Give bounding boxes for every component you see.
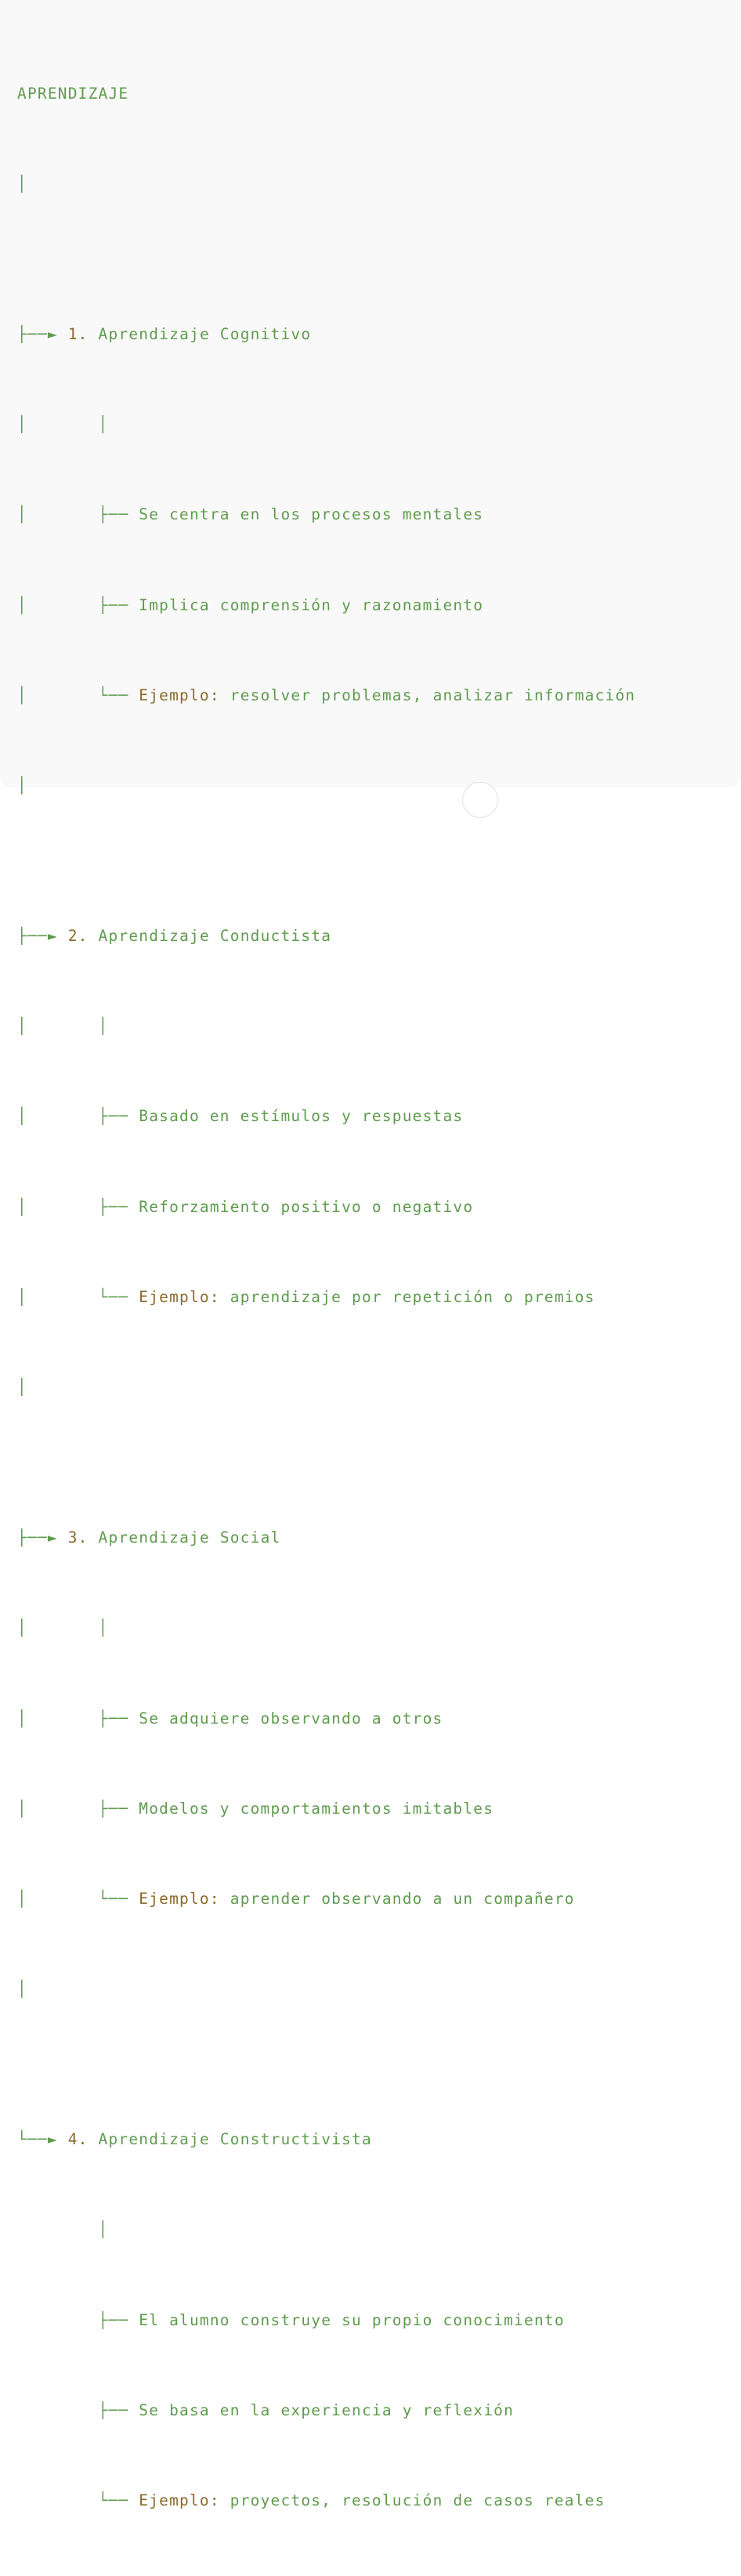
section-heading: ├──► 1. Aprendizaje Cognitivo [17, 325, 312, 344]
connector-line: │ │ [17, 1619, 109, 1637]
connector-line: │ │ [17, 1017, 109, 1036]
example-item: │ └── Ejemplo: resolver problemas, analizar información [17, 686, 636, 704]
section-title: Aprendizaje Cognitivo [98, 325, 312, 344]
item-text: Se adquiere observando a otros [139, 1709, 443, 1728]
connector-line: │ │ [17, 415, 109, 434]
item-text: Implica comprensión y razonamiento [139, 595, 484, 614]
section-heading: ├──► 3. Aprendizaje Social [17, 1529, 281, 1547]
connector-line: │ [17, 2220, 109, 2239]
connector-line: │ [17, 776, 27, 795]
tree-diagram [17, 19, 635, 2576]
item-text: Se basa en la experiencia y reflexión [139, 2401, 515, 2419]
root-title: APRENDIZAJE [17, 84, 129, 103]
list-item: │ ├── Modelos y comportamientos imitables [17, 1799, 494, 1818]
connector-line: │ [17, 1378, 27, 1397]
scroll-down-button[interactable] [462, 782, 498, 818]
example-text: aprendizaje por repetición o premios [230, 1287, 595, 1306]
example-text: proyectos, resolución de casos reales [230, 2491, 605, 2509]
item-text: Basado en estímulos y respuestas [139, 1107, 464, 1126]
item-text: Se centra en los procesos mentales [139, 505, 484, 524]
list-item: │ ├── Se adquiere observando a otros [17, 1709, 443, 1728]
section-number: 2. [67, 927, 89, 946]
list-item: │ ├── Implica comprensión y razonamiento [17, 595, 484, 614]
list-item: ├── El alumno construye su propio conocimiento [17, 2310, 565, 2329]
item-text: El alumno construye su propio conocimiento [139, 2310, 565, 2329]
list-item: │ ├── Basado en estímulos y respuestas [17, 1107, 464, 1126]
section-heading: ├──► 2. Aprendizaje Conductista [17, 927, 332, 946]
section-number: 4. [67, 2130, 89, 2149]
example-text: aprender observando a un compañero [230, 1889, 575, 1908]
connector-line: │ [17, 1980, 27, 1999]
example-label: Ejemplo: [139, 1287, 220, 1306]
list-item: ├── Se basa en la experiencia y reflexión [17, 2401, 515, 2419]
connector-line: │ [17, 175, 27, 194]
section-number: 3. [67, 1529, 89, 1547]
list-item: │ ├── Reforzamiento positivo o negativo [17, 1197, 474, 1216]
section-title: Aprendizaje Conductista [98, 927, 332, 946]
example-text: resolver problemas, analizar información [230, 686, 636, 704]
section-title: Aprendizaje Constructivista [98, 2130, 372, 2149]
section-title: Aprendizaje Social [98, 1529, 281, 1547]
section-heading: └──► 4. Aprendizaje Constructivista [17, 2130, 372, 2149]
example-item: └── Ejemplo: proyectos, resolución de casos reales [17, 2491, 605, 2509]
example-item: │ └── Ejemplo: aprendizaje por repetición o premios [17, 1287, 595, 1306]
section-number: 1. [67, 325, 89, 344]
example-label: Ejemplo: [139, 1889, 220, 1908]
list-item: │ ├── Se centra en los procesos mentales [17, 505, 484, 524]
example-label: Ejemplo: [139, 686, 220, 704]
example-item: │ └── Ejemplo: aprender observando a un compañero [17, 1889, 575, 1908]
item-text: Reforzamiento positivo o negativo [139, 1197, 474, 1216]
item-text: Modelos y comportamientos imitables [139, 1799, 494, 1818]
example-label: Ejemplo: [139, 2491, 220, 2509]
